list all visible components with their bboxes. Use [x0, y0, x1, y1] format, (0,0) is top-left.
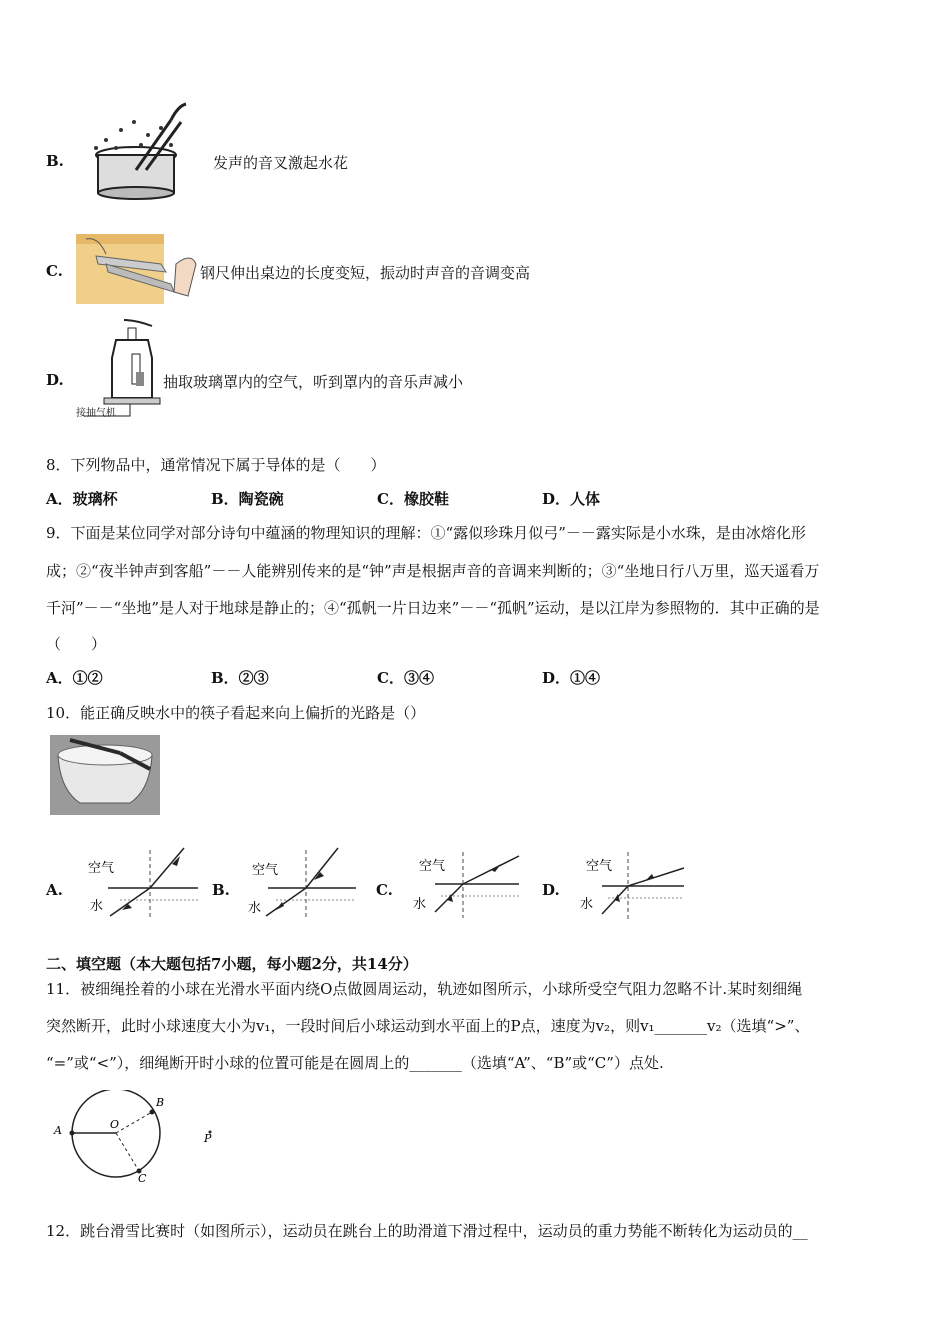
q11-circle-figure [48, 1090, 228, 1185]
tuning-fork-water-image [76, 100, 206, 200]
q8-option-d: D．人体 [542, 490, 601, 508]
q11-line-1: 11．被细绳拴着的小球在光滑水平面内绕O点做圆周运动，轨迹如图所示，小球所受空气阻力忽略不计.某时刻细绳 [46, 980, 803, 998]
q12-line-1: 12．跳台滑雪比赛时（如图所示），运动员在跳台上的助滑道下滑过程中，运动员的重力势能不断转化为运动员的__ [46, 1222, 808, 1240]
q9-line-1: 9．下面是某位同学对部分诗句中蕴涵的物理知识的理解：①“露似珍珠月似弓”－－露实际是小水珠，是由冰熔化形 [46, 524, 806, 542]
q9-option-a: A．①② [46, 669, 103, 687]
svg-text:空气: 空气 [252, 863, 279, 878]
point-a-label: A [54, 1124, 62, 1137]
water-label: 水 [90, 899, 104, 914]
q11-line-3: “=”或“<”），细绳断开时小球的位置可能是在圆周上的_______（选填“A”、“B”或“C”）点处. [46, 1054, 664, 1072]
q10-option-d-letter: D. [542, 881, 560, 899]
steel-ruler-image [76, 234, 198, 304]
q9-line-2: 成；②“夜半钟声到客船”－－人能辨别传来的是“钟”声是根据声音的音调来判断的；③“坐地日行八万里，巡天遥看万 [46, 562, 820, 580]
q10-option-c-letter: C. [376, 881, 393, 899]
pump-label: 接抽气机 [76, 408, 116, 419]
q10-option-a-letter: A. [46, 881, 63, 899]
q10-diagram-b [240, 842, 360, 922]
q8-option-a: A．玻璃杯 [46, 490, 118, 508]
q8-option-c: C．橡胶鞋 [377, 490, 449, 508]
svg-text:空气: 空气 [586, 859, 613, 874]
q10-diagram-a [80, 842, 200, 922]
q10-stem: 10．能正确反映水中的筷子看起来向上偏折的光路是（） [46, 704, 426, 722]
q9-option-d: D．①④ [542, 669, 601, 687]
q7-option-c-text: 钢尺伸出桌边的长度变短，振动时声音的音调变高 [200, 264, 531, 282]
q9-line-3: 千河”－－“坐地”是人对于地球是静止的；④“孤帆一片日边来”－－“孤帆”运动，是以江岸为参照物的．其中正确的是 [46, 599, 820, 617]
q10-diagram-c [405, 848, 525, 928]
q7-option-d-text: 抽取玻璃罩内的空气，听到罩内的音乐声减小 [163, 373, 464, 391]
q11-line-2: 突然断开，此时小球速度大小为v₁，一段时间后小球运动到水平面上的P点，速度为v₂，则v₁_______v₂（选填“>”、 [46, 1017, 810, 1035]
point-c-label: C [138, 1172, 147, 1185]
point-p-label: P [204, 1132, 212, 1145]
q7-option-d-letter: D. [46, 371, 64, 389]
svg-text:水: 水 [580, 897, 594, 912]
q8-stem: 8．下列物品中，通常情况下属于导体的是（ ） [46, 456, 386, 474]
q9-option-c: C．③④ [377, 669, 434, 687]
q7-option-b-letter: B. [46, 152, 64, 170]
air-label: 空气 [88, 861, 115, 876]
chopsticks-bowl-image [50, 735, 160, 815]
point-b-label: B [156, 1096, 165, 1109]
q8-option-b: B．陶瓷碗 [211, 490, 284, 508]
q10-option-b-letter: B. [212, 881, 230, 899]
q7-option-b-text: 发声的音叉激起水花 [213, 154, 349, 172]
svg-text:水: 水 [248, 901, 262, 916]
svg-text:空气: 空气 [419, 859, 446, 874]
svg-text:水: 水 [413, 897, 427, 912]
point-o-label: O [110, 1118, 120, 1131]
q10-diagram-d [574, 848, 694, 928]
q9-option-b: B．②③ [211, 669, 269, 687]
section-2-title: 二、填空题（本大题包括7小题，每小题2分，共14分） [46, 955, 418, 973]
q9-line-4: （ ） [46, 635, 107, 653]
q7-option-c-letter: C. [46, 262, 63, 280]
